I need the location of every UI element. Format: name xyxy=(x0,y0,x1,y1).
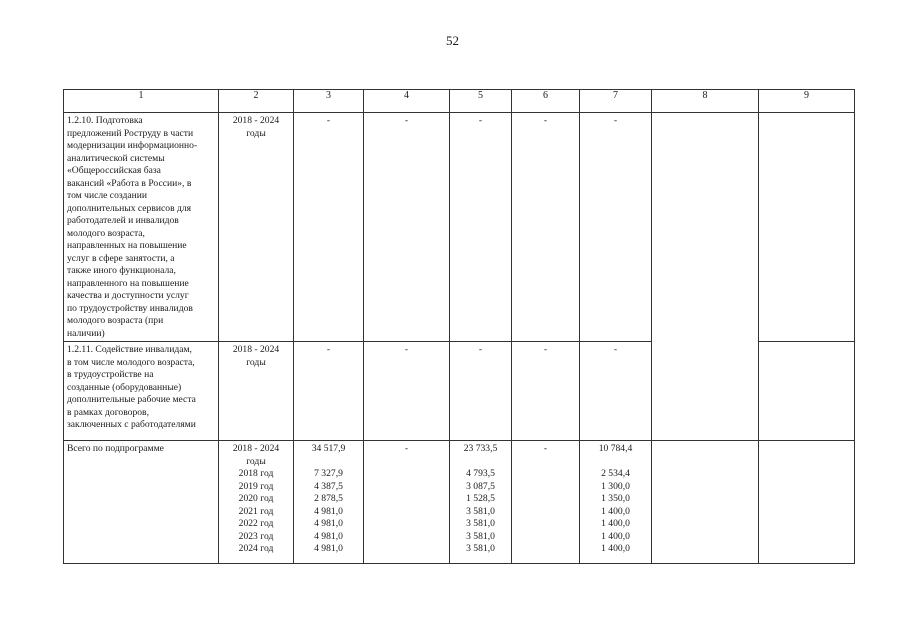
empty-cell-col8 xyxy=(652,441,759,564)
empty-cell-col9 xyxy=(759,342,855,441)
value-cell: - xyxy=(450,113,512,342)
col-header-6: 6 xyxy=(512,90,580,113)
page-number: 52 xyxy=(446,33,459,48)
value-cell: - xyxy=(450,342,512,441)
total-col4: - xyxy=(364,441,450,564)
total-col6: - xyxy=(512,441,580,564)
col-header-2: 2 xyxy=(219,90,294,113)
total-col7: 10 784,4 2 534,4 1 300,0 1 350,0 1 400,0 1 400,0 1 400,0 1 400,0 xyxy=(580,441,652,564)
value-cell: - xyxy=(512,113,580,342)
total-label: Всего по подпрограмме xyxy=(64,441,219,564)
col-header-5: 5 xyxy=(450,90,512,113)
value-cell: - xyxy=(364,113,450,342)
empty-cell-col8 xyxy=(652,113,759,441)
empty-cell-col9 xyxy=(759,113,855,342)
col-header-7: 7 xyxy=(580,90,652,113)
table-row xyxy=(64,113,855,342)
empty-cell-col9 xyxy=(759,441,855,564)
measure-name: 1.2.11. Содействие инвалидам, в том числе молодого возраста, в трудоустройстве на созданные (оборудованные) дополнительные рабочие места в рамках договоров, заключенных с работодателями xyxy=(64,342,219,441)
col-header-8: 8 xyxy=(652,90,759,113)
value-cell: - xyxy=(294,342,364,441)
col-header-4: 4 xyxy=(364,90,450,113)
col-header-9: 9 xyxy=(759,90,855,113)
value-cell: - xyxy=(580,342,652,441)
total-col3: 34 517,9 7 327,9 4 387,5 2 878,5 4 981,0 4 981,0 4 981,0 4 981,0 xyxy=(294,441,364,564)
total-row xyxy=(64,441,855,564)
value-cell: - xyxy=(294,113,364,342)
value-cell: - xyxy=(512,342,580,441)
measure-name: 1.2.10. Подготовка предложений Роструду в части модернизации информационно- аналитической системы «Общероссийская база вакансий «Работа в России», в том числе создании дополнительных сервисов для работодателей и инвалидов молодого возраста, направленных на повышение услуг в сфере занятости, а также иного функционала, направленного на повышение качества и доступности услуг по трудоустройству инвалидов молодого возраста (при наличии) xyxy=(64,113,219,342)
col-header-1: 1 xyxy=(64,90,219,113)
total-period-cell: 2018 - 2024 годы 2018 год 2019 год 2020 год 2021 год 2022 год 2023 год 2024 год xyxy=(219,441,294,564)
period-cell: 2018 - 2024 годы xyxy=(219,113,294,342)
subprogram-table xyxy=(63,89,855,564)
total-col5: 23 733,5 4 793,5 3 087,5 1 528,5 3 581,0 3 581,0 3 581,0 3 581,0 xyxy=(450,441,512,564)
period-cell: 2018 - 2024 годы xyxy=(219,342,294,441)
header-row xyxy=(64,90,855,113)
value-cell: - xyxy=(580,113,652,342)
value-cell: - xyxy=(364,342,450,441)
col-header-3: 3 xyxy=(294,90,364,113)
